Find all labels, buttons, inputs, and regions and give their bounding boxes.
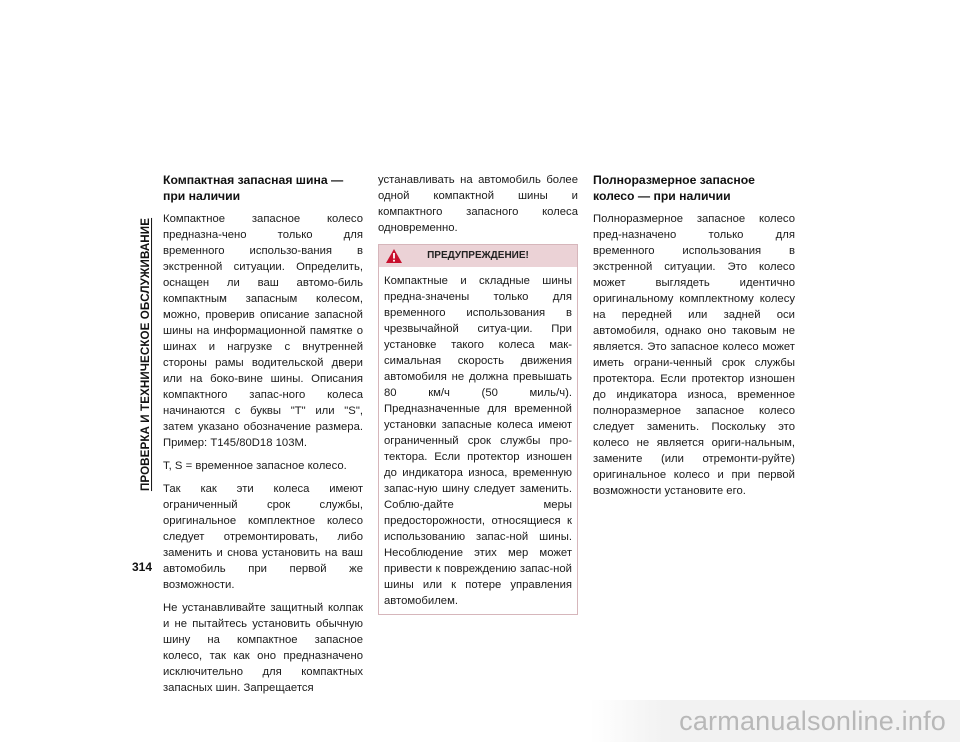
watermark bbox=[590, 700, 960, 742]
compact-spare-paragraph-5: устанавливать на автомобиль более одной компактной шины и компактного запасного колеса одновременно. bbox=[378, 174, 578, 234]
compact-spare-paragraph-4: Не устанавливайте защитный колпак и не пытайтесь установить обычную шину на компактное запасное колесо, так как оно предназначено исключительно для компактных запасных шин. Запрещается bbox=[163, 602, 363, 694]
middle-column bbox=[378, 172, 578, 615]
full-size-spare-heading: Полноразмерное запасное колесо — при наличии bbox=[593, 173, 755, 203]
compact-spare-paragraph-1: Компактное запасное колесо предназна-чено только для временного использо-вания в экстренной ситуации. Определить, оснащен ли ваш автомо-биль компактным запасным колесом, можно, проверив описание запасной шины на информационной памятке о шинах и нагрузке с внутренней стороны рамы водительской двери или на боко-вине шины. Описания компактного запас-ного колеса начинаются с буквы "T" или "S", затем указано обозначение размера. Пример: T145/80D18 103M. bbox=[163, 213, 363, 449]
warning-triangle-icon bbox=[385, 248, 403, 264]
section-title: ПРОВЕРКА И ТЕХНИЧЕСКОЕ ОБСЛУЖИВАНИЕ bbox=[139, 217, 153, 491]
full-size-spare-paragraph: Полноразмерное запасное колесо пред-назначено только для временного использования в экстренной ситуации. Это колесо может выглядеть идентично оригинальному комплектному колесу на передней или задней оси автомобиля, однако оно таковым не является. Это запасное колесо может иметь ограни-ченный срок службы протектора. Если протектор изношен до индикатора износа, временное полноразмерное запасное колесо следует заменить. Поскольку это колесо не является ориги-нальным, замените (или отремонти-руйте) оригинальное колесо и при первой возможности установите его. bbox=[593, 213, 795, 497]
warning-title: ПРЕДУПРЕЖДЕНИЕ! bbox=[427, 250, 529, 261]
watermark-text: carmanualsonline.info bbox=[679, 705, 946, 736]
warning-header bbox=[379, 245, 577, 267]
compact-spare-paragraph-2: T, S = временное запасное колесо. bbox=[163, 460, 347, 472]
right-column bbox=[593, 172, 795, 506]
section-side-tab bbox=[134, 168, 158, 540]
warning-body bbox=[379, 267, 577, 614]
compact-spare-heading: Компактная запасная шина — при наличии bbox=[163, 173, 344, 203]
compact-spare-paragraph-3: Так как эти колеса имеют ограниченный срок службы, оригинальное комплектное колесо следует отремонтировать, либо заменить и снова установить на ваш автомобиль при первой же возможности. bbox=[163, 483, 363, 591]
warning-box bbox=[378, 244, 578, 615]
left-column bbox=[163, 172, 363, 703]
page-number: 314 bbox=[132, 560, 153, 574]
warning-text: Компактные и складные шины предна-значены только для временного использования в чрезвычайной ситуа-ции. При установке такого колеса мак-симальная скорость движения автомобиля не должна превышать 80 км/ч (50 миль/ч). Предназначенные для временной установки запасные колеса имеют ограниченный срок службы про-тектора. Если протектор изношен до индикатора износа, временную запас-ную шину следует заменить. Соблю-дайте меры предосторожности, относящиеся к использованию запас-ной шины. Несоблюдение этих мер может привести к повреждению запас-ной шины или к потере управления автомобилем. bbox=[384, 275, 572, 607]
